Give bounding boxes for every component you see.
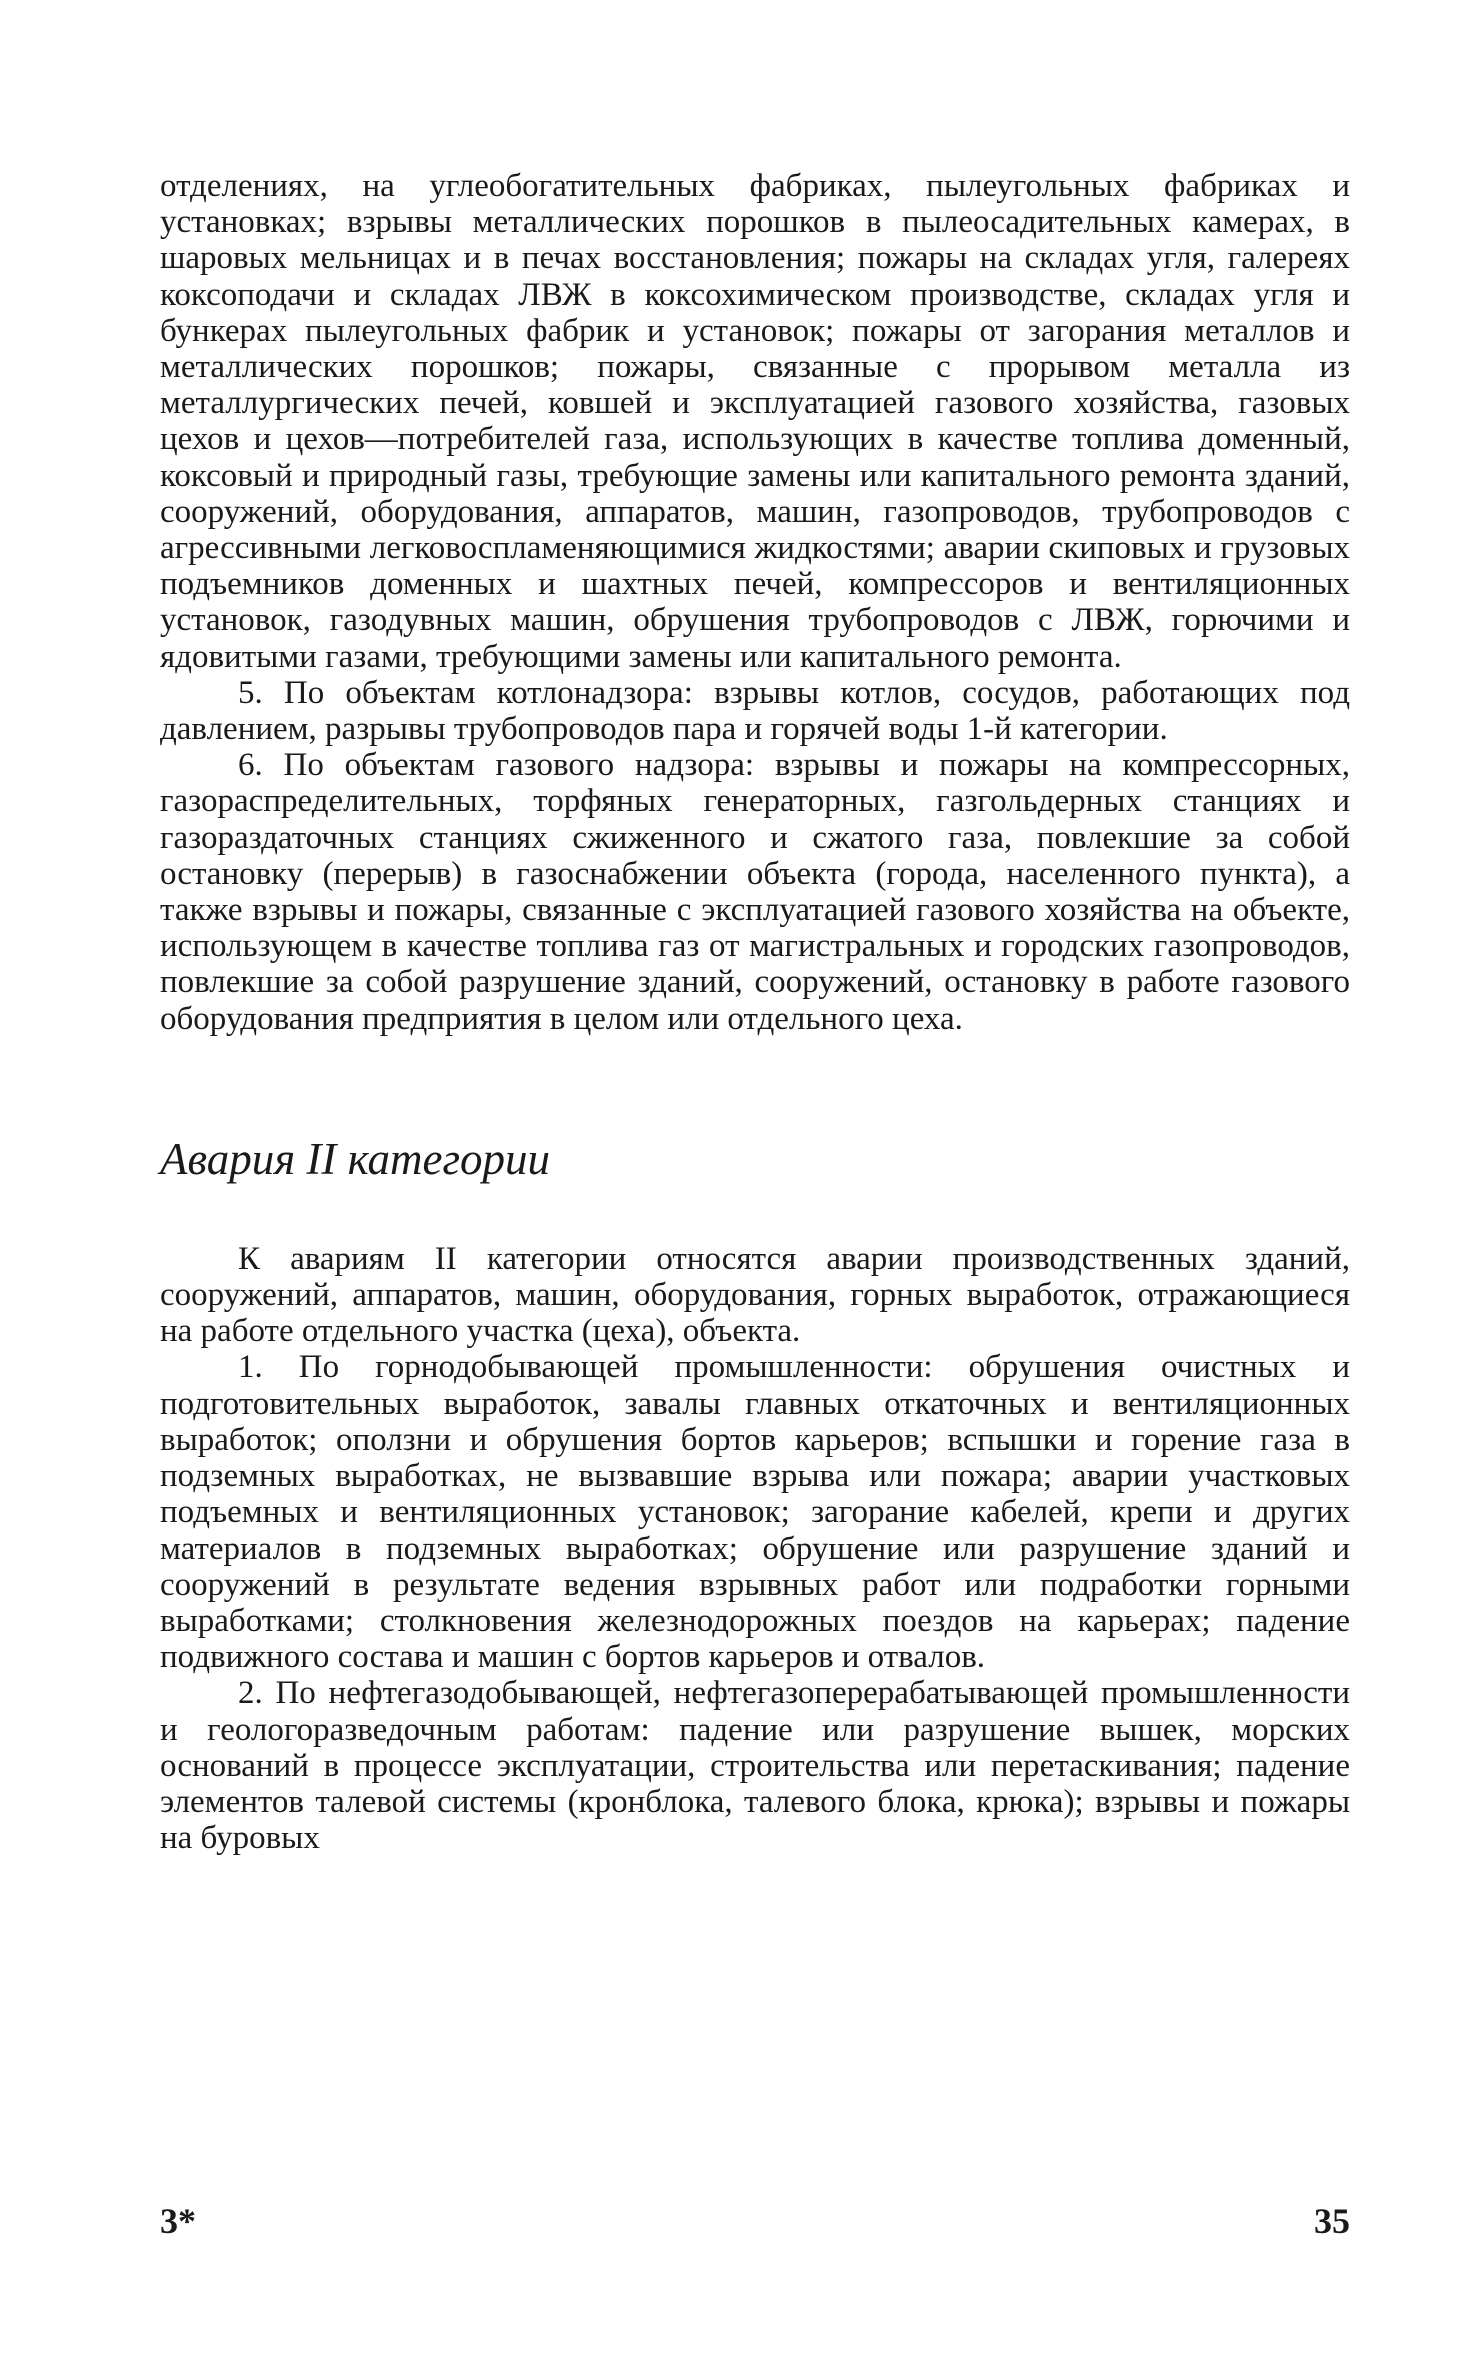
body-paragraph: 2. По нефтегазодобывающей, нефтегазоперерабатывающей промышленности и геологоразведочным работам: падение или разрушение вышек, морских оснований в процессе эксплуатации, строительства или перетаскивания; падение элементов талевой системы (кронблока, талевого блока, крюка); взрывы и пожары на буровых: [160, 1675, 1350, 1857]
body-paragraph: отделениях, на углеобогатительных фабриках, пылеугольных фабриках и установках; взрывы металлических порошков в пылеосадительных камерах, в шаровых мельницах и в печах восстановления; пожары на складах угля, галереях коксоподачи и складах ЛВЖ в коксохимическом производстве, складах угля и бункерах пылеугольных фабрик и установок; пожары от загорания металлов и металлических порошков; пожары, связанные с прорывом металла из металлургических печей, ковшей и эксплуатацией газового хозяйства, газовых цехов и цехов—потребителей газа, использующих в качестве топлива доменный, коксовый и природный газы, требующие замены или капитального ремонта зданий, сооружений, оборудования, аппаратов, машин, газопроводов, трубопроводов с агрессивными легковоспламеняющимися жидкостями; аварии скиповых и грузовых подъемников доменных и шахтных печей, компрессоров и вентиляционных установок, газодувных машин, обрушения трубопроводов с ЛВЖ, горючими и ядовитыми газами, требующими замены или капитального ремонта.: [160, 168, 1350, 675]
page-footer: [160, 2200, 1350, 2242]
section-heading: Авария II категории: [160, 1133, 551, 1184]
signature-mark: 3*: [160, 2201, 196, 2241]
body-paragraph: 5. По объектам котлонадзора: взрывы котлов, сосудов, работающих под давлением, разрывы трубопроводов пара и горячей воды 1-й категории.: [160, 674, 1350, 748]
body-paragraph: 1. По горнодобывающей промышленности: обрушения очистных и подготовительных выработок, завалы главных откаточных и вентиляционных выработок; оползни и обрушения бортов карьеров; вспышки и горение газа в подземных выработках, не вызвавшие взрыва или пожара; аварии участковых подъемных и вентиляционных установок; загорание кабелей, крепи и других материалов в подземных выработках; обрушение или разрушение зданий и сооружений в результате ведения взрывных работ или подработки горными выработками; столкновения железнодорожных поездов на карьерах; падение подвижного состава и машин с бортов карьеров и отвалов.: [160, 1349, 1350, 1676]
page-number: 35: [1314, 2201, 1350, 2241]
page-body: [160, 168, 1350, 1856]
body-paragraph: К авариям II категории относятся аварии производственных зданий, сооружений, аппаратов, машин, оборудования, горных выработок, отражающиеся на работе отдельного участка (цеха), объекта.: [160, 1240, 1350, 1350]
body-paragraph: 6. По объектам газового надзора: взрывы и пожары на компрессорных, газораспределительных, торфяных генераторных, газгольдерных станциях и газораздаточных станциях сжиженного и сжатого газа, повлекшие за собой остановку (перерыв) в газоснабжении объекта (города, населенного пункта), а также взрывы и пожары, связанные с эксплуатацией газового хозяйства на объекте, использующем в качестве топлива газ от магистральных и городских газопроводов, повлекшие за собой разрушение зданий, сооружений, остановку в работе газового оборудования предприятия в целом или отдельного цеха.: [160, 747, 1350, 1037]
